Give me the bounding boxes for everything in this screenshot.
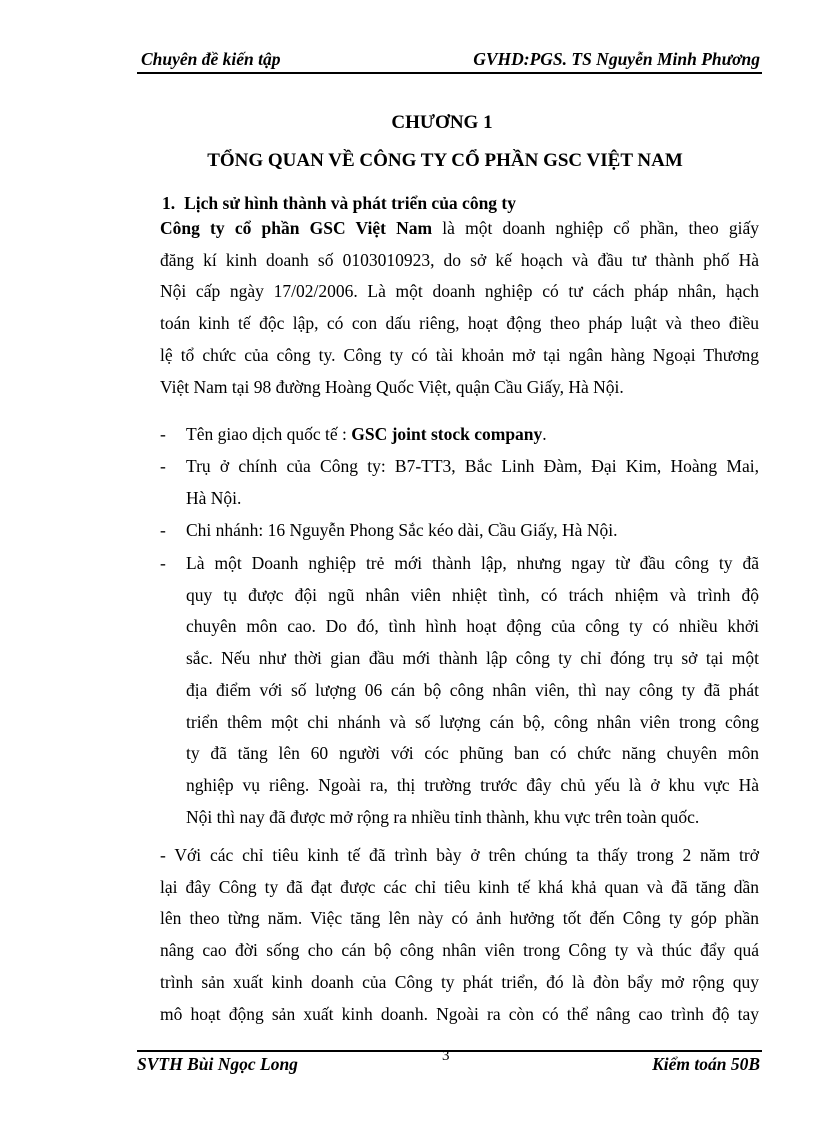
intro-paragraph: [160, 213, 759, 403]
chapter-title: TỔNG QUAN VỀ CÔNG TY CỔ PHẦN GSC VIỆT NAM: [207, 150, 683, 171]
closing-line: - Với các chỉ tiêu kinh tế đã trình bày ở trên chúng ta thấy trong 2 năm trở: [160, 845, 759, 865]
bullet-dash: -: [160, 553, 166, 573]
bullet-dash: -: [160, 424, 166, 444]
intro-line: Việt Nam tại 98 đường Hoàng Quốc Việt, quận Cầu Giấy, Hà Nội.: [160, 376, 624, 397]
footer-class: Kiểm toán 50B: [652, 1054, 760, 1074]
closing-line: nâng cao đời sống cho cán bộ công nhân viên trong Công ty và thúc đẩy quá: [160, 940, 759, 961]
page-number: 3: [442, 1048, 450, 1064]
header-course-title: Chuyên đề kiến tập: [141, 49, 281, 69]
closing-line: mô hoạt động sản xuất kinh doanh. Ngoài ra còn có thể nâng cao trình độ tay: [160, 1003, 759, 1024]
footer-student: SVTH Bùi Ngọc Long: [137, 1054, 298, 1074]
page-header: [137, 48, 762, 74]
chapter-number: CHƯƠNG 1: [391, 112, 493, 133]
footer-rule: [137, 1050, 762, 1052]
section-number: 1.: [162, 193, 176, 213]
closing-line: trình sản xuất kinh doanh của Công ty phát triển, đó là đòn bẩy mở rộng quy: [160, 971, 759, 992]
closing-paragraph: [160, 840, 759, 1030]
intro-line: đăng kí kinh doanh số 0103010923, do sở kế hoạch và đầu tư thành phố Hà: [160, 249, 759, 270]
section-title: Lịch sử hình thành và phát triển của công ty: [184, 193, 517, 213]
intro-line: Công ty cổ phần GSC Việt Nam là một doanh nghiệp cổ phần, theo giấy: [160, 218, 760, 238]
trade-name: GSC joint stock company: [351, 424, 543, 444]
section-heading: [162, 193, 516, 214]
bullet-dash: -: [160, 520, 166, 540]
closing-line: lại đây Công ty đã đạt được các chỉ tiêu kinh tế khá khả quan và đã tăng dần: [160, 876, 759, 897]
intro-line: toán kinh tế độc lập, có con dấu riêng, hoạt động theo pháp luật và theo điều: [160, 313, 759, 334]
bullet-dash: -: [160, 456, 166, 476]
intro-line: Nội cấp ngày 17/02/2006. Là một doanh nghiệp có tư cách pháp nhân, hạch: [160, 281, 759, 302]
intro-line: lệ tổ chức của công ty. Công ty có tài khoản mở tại ngân hàng Ngoại Thương: [160, 344, 759, 365]
header-supervisor: GVHD:PGS. TS Nguyễn Minh Phương: [473, 49, 760, 69]
closing-line: lên theo từng năm. Việc tăng lên này có ảnh hưởng tốt đến Công ty góp phần: [160, 908, 759, 929]
company-name: Công ty cổ phần GSC Việt Nam: [160, 218, 433, 238]
